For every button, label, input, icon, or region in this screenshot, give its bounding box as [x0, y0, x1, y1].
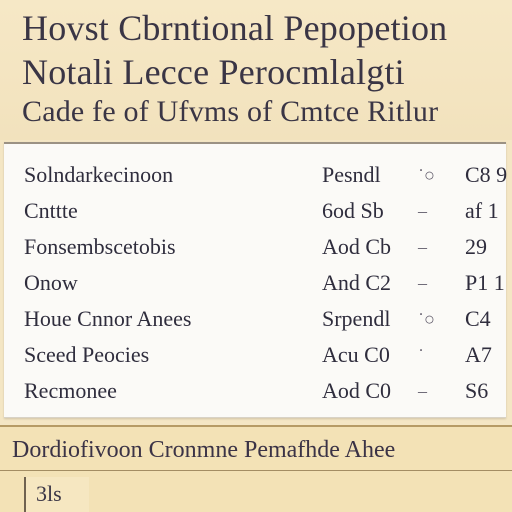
table-row: [4, 337, 506, 373]
row-mid-value: Srpendl: [322, 306, 391, 331]
page-title-line-2: Notali Lecce Perocmlalgti: [22, 52, 405, 92]
row-value: A7: [465, 342, 492, 367]
row-value: af 1: [465, 198, 499, 223]
row-mark: –: [418, 201, 427, 221]
row-mark: –: [418, 381, 427, 401]
row-mark: ˙○: [418, 165, 435, 185]
row-mid-value: 6od Sb: [322, 198, 384, 223]
row-mark: ˙○: [418, 309, 435, 329]
table-row: [4, 301, 506, 337]
row-label: Solndarkecinoon: [24, 162, 174, 187]
page-number-tag: 3ls: [24, 477, 89, 512]
row-value: 29: [465, 234, 487, 259]
row-mid-value: Pesndl: [322, 162, 381, 187]
row-value: S6: [465, 378, 489, 403]
row-label: Recmonee: [24, 378, 117, 403]
footer-text: Dordiofivoon Cronmne Pemafhde Ahee: [12, 437, 396, 463]
table-row: [4, 193, 506, 229]
row-label: Sceed Peocies: [24, 342, 150, 367]
table-row: [4, 373, 506, 409]
table-row: [4, 157, 506, 193]
row-mark: –: [418, 273, 427, 293]
table-row: [4, 229, 506, 265]
page-subtitle: Cade fe of Ufvms of Cmtce Ritlur: [22, 95, 439, 128]
row-value: C4: [465, 306, 491, 331]
row-mid-value: Aod Cb: [322, 234, 392, 259]
row-mark: ˙: [418, 345, 424, 365]
row-label: Houe Cnnor Anees: [24, 306, 192, 331]
row-mid-value: Acu C0: [322, 342, 390, 367]
row-mid-value: Aod C0: [322, 378, 392, 403]
table-row: [4, 265, 506, 301]
row-label: Fonsembscetobis: [24, 234, 176, 259]
row-value: P1 1: [465, 270, 505, 295]
footer-divider: [0, 470, 512, 471]
row-label: Onow: [24, 270, 78, 295]
row-mark: –: [418, 237, 427, 257]
page-heading-block: [0, 0, 512, 140]
page-title-line-1: Hovst Cbrntional Pepopetion: [22, 8, 448, 48]
row-label: Cnttte: [24, 198, 78, 223]
data-table: [4, 142, 506, 418]
row-value: C8 9: [465, 162, 508, 187]
row-mid-value: And C2: [322, 270, 392, 295]
